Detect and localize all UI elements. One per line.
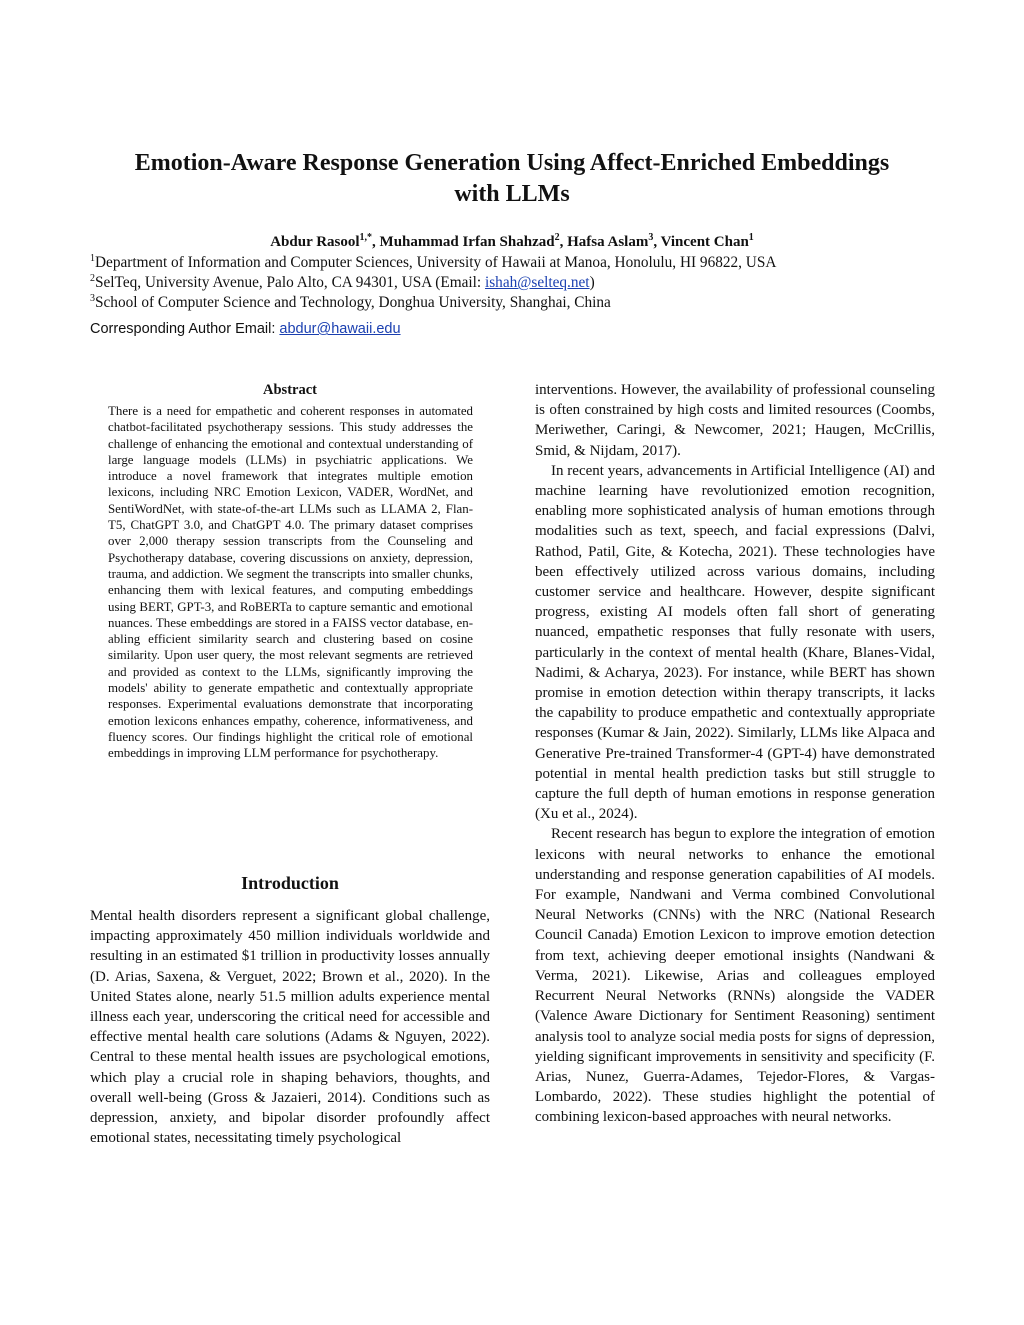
author-3-affil: 3 xyxy=(648,232,654,243)
intro-paragraph-1: Mental health disorders represent a significant global challenge, impacting approximately 450 million individuals worldwide and resulting in an estimated $1 trillion in productivity losses annually (D. Arias, Saxena, & Verguet, 2022; Brown et al., 2020). In the United States alone, nearly 51.5 million adults experience mental illness each year, underscoring the critical need for accessible and effective mental health care solutions (Adams & Nguyen, 2022). Central to these mental health issues are psychological emotions, which play a crucial role in shaping behaviors, thoughts, and overall well-being (Gross & Jazaieri, 2014). Conditions such as depression, anxiety, and bipolar disorder profoundly affect emotional states, necessitating timely psychological xyxy=(90,908,490,1147)
right-column xyxy=(535,380,935,1128)
affiliation-2-close: ) xyxy=(589,274,595,291)
affiliation-3-marker: 3 xyxy=(90,292,95,304)
author-4-affil: 1 xyxy=(748,232,754,243)
intro-paragraph-3: Recent research has begun to explore the integration of emotion lexicons with neural networks to enhance the emotional understanding and response generation capabilities of AI models. For example, Nandwani and Verma combined Convolutional Neural Networks (CNNs) with the NRC (National Research Council Canada) Emotion Lexicon to improve emotion detection from text, achieving deeper emotional insights (Nandwani & Verma, 2021). Likewise, Arias and colleagues employed Recurrent Neural Networks (RNNs) alongside the VADER (Valence Aware Dictionary for Sentiment Reasoning) sentiment analysis tool to analyze social media posts for signs of depression, yielding significant improvements in sensitivity and specificity (F. Arias, Nunez, Guerra-Adames, Tejedor-Flores, & Vargas-Lombardo, 2022). These studies highlight the potential of combining lexicon-based approaches with neural networks. xyxy=(535,826,935,1126)
title-line-2: with LLMs xyxy=(454,181,570,207)
affiliation-2-email-link[interactable]: ishah@selteq.net xyxy=(484,274,590,291)
intro-paragraph-1-continued: interventions. However, the availability of professional counseling is often constrained by high costs and limited resources (Coombs, Meriwether, Caringi, & Newcomer, 2021; Haugen, McCrillis, Smid, & Nijdam, 2017). xyxy=(535,382,935,459)
author-list xyxy=(0,233,1024,251)
corresponding-label: Corresponding Author Email: xyxy=(90,321,280,337)
affiliation-1 xyxy=(90,253,950,273)
author-2-affil: 2 xyxy=(554,232,560,243)
abstract-body: There is a need for empathetic and coherent responses in automated chatbot-facilitated psychotherapy sessions. This study addresses the challenge of enhancing the emotional and contextual understanding of large language models (LLMs) in psychiatric applications. We introduce a novel framework that integrates multiple emotion lexicons, including NRC Emotion Lexicon, VADER, WordNet, and SentiWordNet, with state-of-the-art LLMs such as LLAMA 2, Flan-T5, ChatGPT 3.0, and ChatGPT 4.0. The primary dataset comprises over 2,000 therapy session transcripts from the Counseling and Psychotherapy database, covering discussions on anxiety, depression, trauma, and addiction. We segment the transcripts into smaller chunks, enhancing them with lexical features, and computing embeddings using BERT, GPT-3, and RoBERTa to capture semantic and emotional nuances. These embeddings are stored in a FAISS vector database, enabling efficient similarity search and clustering based on cosine similarity. Upon user query, the most relevant segments are retrieved and provided as context to the LLMs, significantly improving the models' ability to generate empathetic and contextually appropriate responses. Experimental evaluations demonstrate that incorporating emotion lexicons enhances empathy, coherence, informativeness, and fluency scores. Our findings highlight the critical role of emotional embeddings in improving LLM performance for psychotherapy. xyxy=(108,404,473,761)
affiliation-2-text: SelTeq, University Avenue, Palo Alto, CA 94301, USA (Email: xyxy=(95,274,485,291)
author-2: , Muhammad Irfan Shahzad xyxy=(372,234,555,250)
affiliation-3 xyxy=(90,293,950,313)
paper-title xyxy=(60,148,964,210)
introduction-heading: Introduction xyxy=(241,873,339,893)
author-1-affil: 1,* xyxy=(359,232,373,243)
author-3: , Hafsa Aslam xyxy=(559,234,649,250)
title-line-1: Emotion-Aware Response Generation Using Affect-Enriched Embeddings xyxy=(134,150,890,176)
abstract-heading: Abstract xyxy=(263,382,317,398)
corresponding-email-link[interactable]: abdur@hawaii.edu xyxy=(279,321,401,337)
affiliation-2-marker: 2 xyxy=(90,272,95,284)
affiliation-3-text: School of Computer Science and Technology, Donghua University, Shanghai, China xyxy=(95,294,611,311)
affiliation-1-marker: 1 xyxy=(90,252,95,264)
affiliation-1-text: Department of Information and Computer Sciences, University of Hawaii at Manoa, Honolulu, HI 96822, USA xyxy=(95,254,777,271)
affiliation-2 xyxy=(90,273,950,293)
author-1: Abdur Rasool xyxy=(270,234,360,250)
intro-paragraph-2: In recent years, advancements in Artificial Intelligence (AI) and machine learning have revolutionized emotion recognition, enabling more sophisticated analysis of human emotions through modalities such as text, speech, and facial expressions (Dalvi, Rathod, Patil, Gite, & Kotecha, 2021). These technologies have been effectively utilized across various domains, including customer service and healthcare. However, despite significant progress, existing AI models often fall short of generating nuanced, empathetic responses that fully resonate with users, particularly in the context of mental health (Khare, Blanes-Vidal, Nadimi, & Acharya, 2023). For instance, while BERT has shown promise in emotion detection within therapy transcripts, it lacks the capability to produce empathetic and contextually appropriate responses (Kumar & Jain, 2022). Similarly, LLMs like Alpaca and Generative Pre-trained Transformer-4 (GPT-4) have demonstrated potential in mental health prediction tasks but still struggle to capture the full depth of human emotions in response generation (Xu et al., 2024). xyxy=(535,462,935,823)
author-4: , Vincent Chan xyxy=(653,234,749,250)
corresponding-author xyxy=(90,319,401,339)
